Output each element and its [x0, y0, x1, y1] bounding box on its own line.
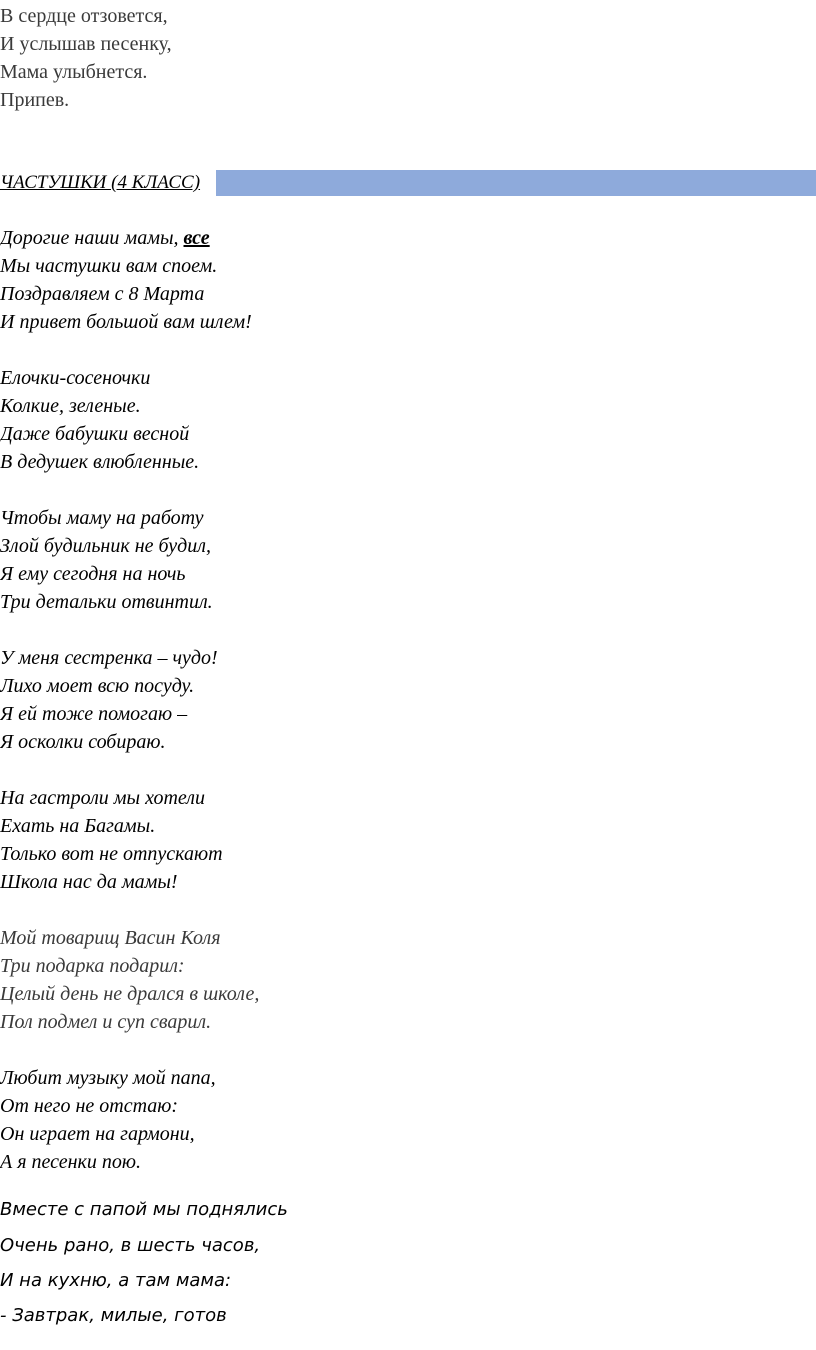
stanza-line: А я песенки пою.: [0, 1151, 141, 1173]
stanza-line: Чтобы маму на работу: [0, 507, 204, 529]
intro-line: Мама улыбнется.: [0, 61, 148, 83]
stanza-line: Любит музыку мой папа,: [0, 1067, 216, 1089]
stanza-line: Елочки-сосеночки: [0, 367, 151, 389]
stanza-line: Целый день не дрался в школе,: [0, 983, 260, 1005]
stanza-line: Три подарка подарил:: [0, 955, 185, 977]
intro-line: В сердце отзовется,: [0, 5, 168, 27]
stanza-line: Я ей тоже помогаю –: [0, 703, 188, 725]
stanza-line: Вместе с папой мы поднялись: [0, 1199, 288, 1220]
stanza-line: У меня сестренка – чудо!: [0, 647, 218, 669]
stanza-line: Поздравляем с 8 Марта: [0, 283, 205, 305]
stanza-line: Школа нас да мамы!: [0, 871, 178, 893]
stanza-line: В дедушек влюбленные.: [0, 451, 200, 473]
stanza-line-text: Дорогие наши мамы,: [0, 227, 184, 249]
stanza-line: Мой товарищ Васин Коля: [0, 927, 221, 949]
stanza-line: Колкие, зеленые.: [0, 395, 141, 417]
stanza-line: От него не отстаю:: [0, 1095, 179, 1117]
stanza-line: Он играет на гармони,: [0, 1123, 195, 1145]
intro-line: Припев.: [0, 89, 70, 111]
stanza-line: Лихо моет всю посуду.: [0, 675, 195, 697]
stanza-line: Злой будильник не будил,: [0, 535, 211, 557]
stanza-line: И привет большой вам шлем!: [0, 311, 252, 333]
stanza-line: - Завтрак, милые, готов: [0, 1305, 227, 1326]
stanza-line: Я ему сегодня на ночь: [0, 563, 186, 585]
stanza-line: Мы частушки вам споем.: [0, 255, 218, 277]
stanza-line: Пол подмел и суп сварил.: [0, 1011, 212, 1033]
stanza-line: Я осколки собираю.: [0, 731, 166, 753]
stanza-line: [0, 224, 210, 252]
stanza-line: И на кухню, а там мама:: [0, 1270, 232, 1291]
section-heading: ЧАСТУШКИ (4 КЛАСС): [0, 170, 216, 196]
emphasized-word: все: [183, 227, 210, 249]
intro-line: И услышав песенку,: [0, 33, 172, 55]
stanza-line: Ехать на Багамы.: [0, 815, 156, 837]
stanza-line: Только вот не отпускают: [0, 843, 223, 865]
stanza-line: Даже бабушки весной: [0, 423, 190, 445]
stanza-line: Очень рано, в шесть часов,: [0, 1235, 261, 1256]
stanza-line: На гастроли мы хотели: [0, 787, 206, 809]
stanza-line: Три детальки отвинтил.: [0, 591, 213, 613]
